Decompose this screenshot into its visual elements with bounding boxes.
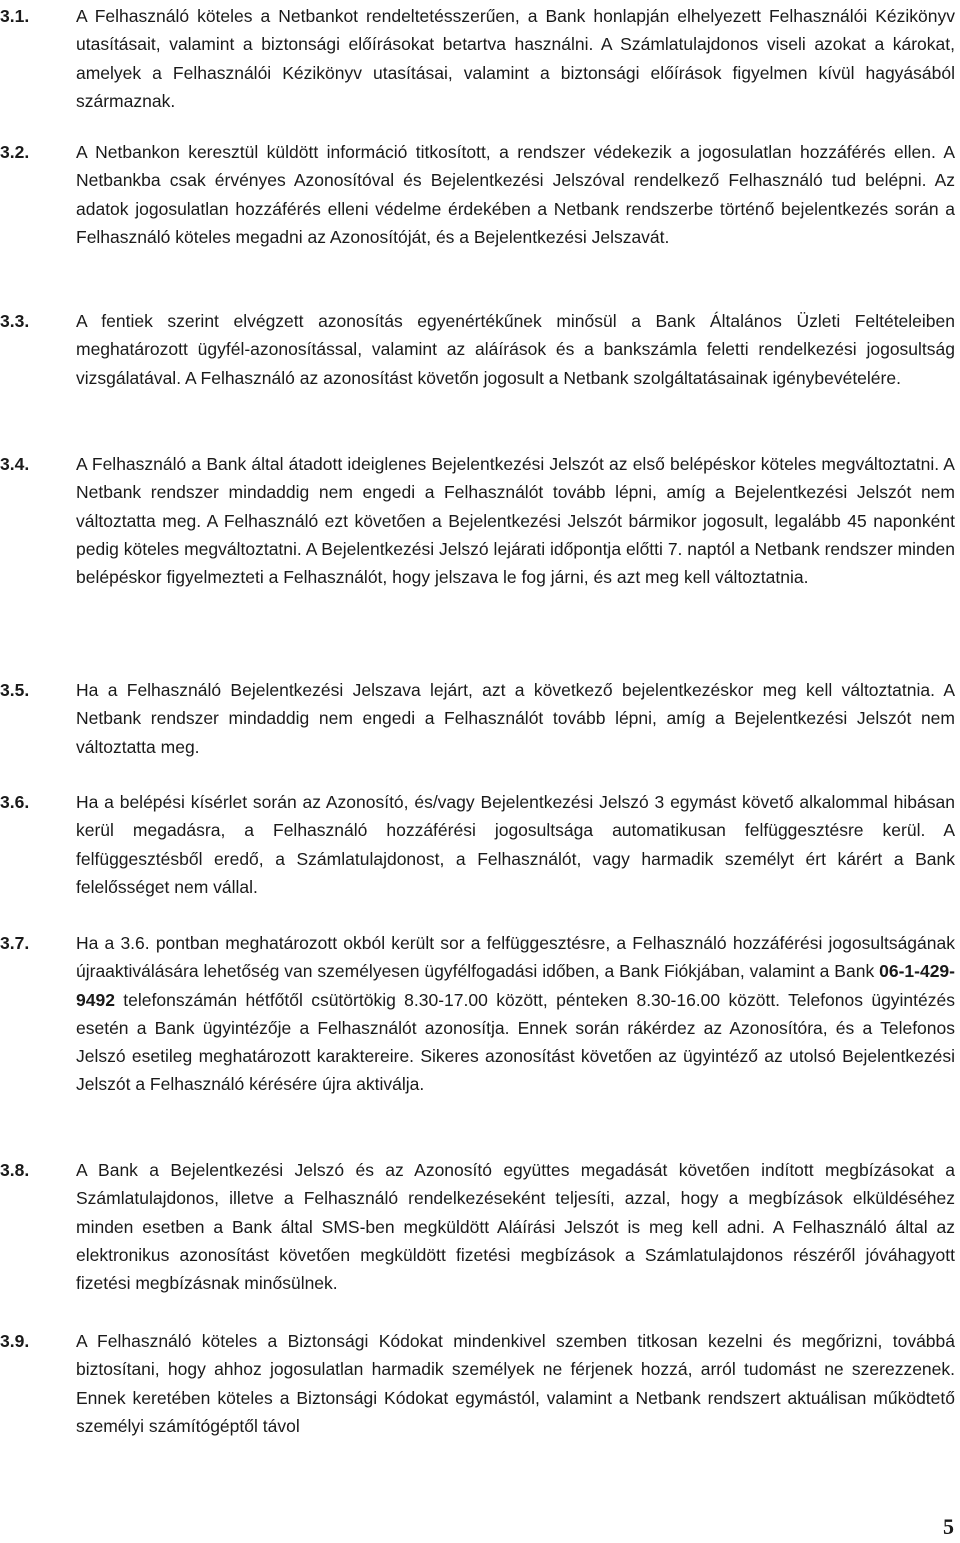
section-text: A Felhasználó köteles a Biztonsági Kódokat mindenkivel szemben titkosan kezelni és megőrizni, továbbá biztosítani, hogy ahhoz jogosulatlan harmadik személyek ne férjenek hozzá, arról tudomást ne szerezzenek. Ennek keretében köteles a Biztonsági Kódokat egymástól, valamint a Netbank rendszert aktuálisan működtető személyi számítógéptől távol <box>76 1331 955 1436</box>
section-text: A Felhasználó köteles a Netbankot rendeltetésszerűen, a Bank honlapján elhelyezett Felhasználói Kézikönyv utasításait, valamint a biztonsági előírásokat betartva használni. A Számlatulajdonos viseli azokat a károkat, amelyek a Felhasználói Kézikönyv utasításai, valamint a biztonsági előírások figyelmen kívül hagyásából származnak. <box>76 6 955 111</box>
section-number: 3.3. <box>0 311 30 331</box>
section-number: 3.1. <box>0 6 30 26</box>
section-text-after: telefonszámán hétfőtől csütörtökig 8.30-17.00 között, pénteken 8.30-16.00 között. Telefonos ügyintézés esetén a Bank ügyintézője a Felhasználót azonosítja. Ennek során rákérdez az Azonosítóra, és a Telefonos Jelszó esetileg meghatározott karaktereire. Sikeres azonosítást követően az ügyintéző az utolsó Bejelentkezési Jelszót a Felhasználó kérésére újra aktiválja. <box>76 989 955 1095</box>
section-number: 3.7. <box>0 933 30 953</box>
section-text: Ha a Felhasználó Bejelentkezési Jelszava lejárt, azt a következő bejelentkezéskor meg kell változtatnia. A Netbank rendszer mindaddig nem engedi a Felhasználót tovább lépni, amíg a Bejelentkezési Jelszót nem változtatta meg. <box>76 680 955 757</box>
section-number: 3.6. <box>0 792 30 812</box>
section-number: 3.5. <box>0 680 30 700</box>
section-number: 3.2. <box>0 142 30 162</box>
section-text: A Felhasználó a Bank által átadott ideiglenes Bejelentkezési Jelszót az első belépéskor köteles megváltoztatni. A Netbank rendszer mindaddig nem engedi a Felhasználót tovább lépni, amíg a Bejelentkezési Jelszót nem változtatta meg. A Felhasználó ezt követően a Bejelentkezési Jelszót bármikor jogosult, legalább 45 naponként pedig köteles megváltoztatni. A Bejelentkezési Jelszó lejárati időpontja előtti 7. naptól a Netbank rendszer minden belépéskor figyelmezteti a Felhasználót, hogy jelszava le fog járni, és azt meg kell változtatnia. <box>76 454 955 588</box>
section-number: 3.9. <box>0 1331 30 1351</box>
phone-number: 06-1-429-9492 <box>76 961 955 1010</box>
section-number: 3.4. <box>0 454 30 474</box>
section-text: A fentiek szerint elvégzett azonosítás egyenértékűnek minősül a Bank Általános Üzleti Feltételeiben meghatározott ügyfél-azonosítással, valamint az aláírások és a bankszámla feletti rendelkezési jogosultság vizsgálatával. A Felhasználó az azonosítást követőn jogosult a Netbank szolgáltatásainak igénybevételére. <box>76 311 955 388</box>
section-number: 3.8. <box>0 1160 30 1180</box>
section-text: A Netbankon keresztül küldött információ titkosított, a rendszer védekezik a jogosulatlan hozzáférés ellen. A Netbankba csak érvényes Azonosítóval és Bejelentkezési Jelszóval rendelkező Felhasználó tud belépni. Az adatok jogosulatlan hozzáférés elleni védelme érdekében a Netbank rendszerbe történő bejelentkezés során a Felhasználó köteles megadni az Azonosítóját, és a Bejelentkezési Jelszavát. <box>76 142 955 247</box>
section-text <box>76 929 955 1099</box>
page-number: 5 <box>943 1514 954 1539</box>
section-text: A Bank a Bejelentkezési Jelszó és az Azonosító együttes megadását követően indított megbízásokat a Számlatulajdonos, illetve a Felhasználó rendelkezéseként teljesíti, azzal, hogy a megbízások elküldéséhez minden esetben a Bank által SMS-ben megküldött Aláírási Jelszót is meg kell adni. A Felhasználó által az elektronikus azonosítást követően megküldött fizetési megbízások a Számlatulajdonos részéről jóváhagyott fizetési megbízásnak minősülnek. <box>76 1160 955 1294</box>
section-text: Ha a belépési kísérlet során az Azonosító, és/vagy Bejelentkezési Jelszó 3 egymást követő alkalommal hibásan kerül megadásra, a Felhasználó hozzáférési jogosultsága automatikusan felfüggesztésre kerül. A felfüggesztésből eredő, a Számlatulajdonost, a Felhasználót, vagy harmadik személyt ért kárért a Bank felelősséget nem vállal. <box>76 792 955 897</box>
section-text-before: Ha a 3.6. pontban meghatározott okból került sor a felfüggesztésre, a Felhasználó hozzáférési jogosultságának újraaktiválására lehetőség van személyesen ügyfélfogadási időben, a Bank Fiókjában, valamint a Bank <box>76 933 955 982</box>
